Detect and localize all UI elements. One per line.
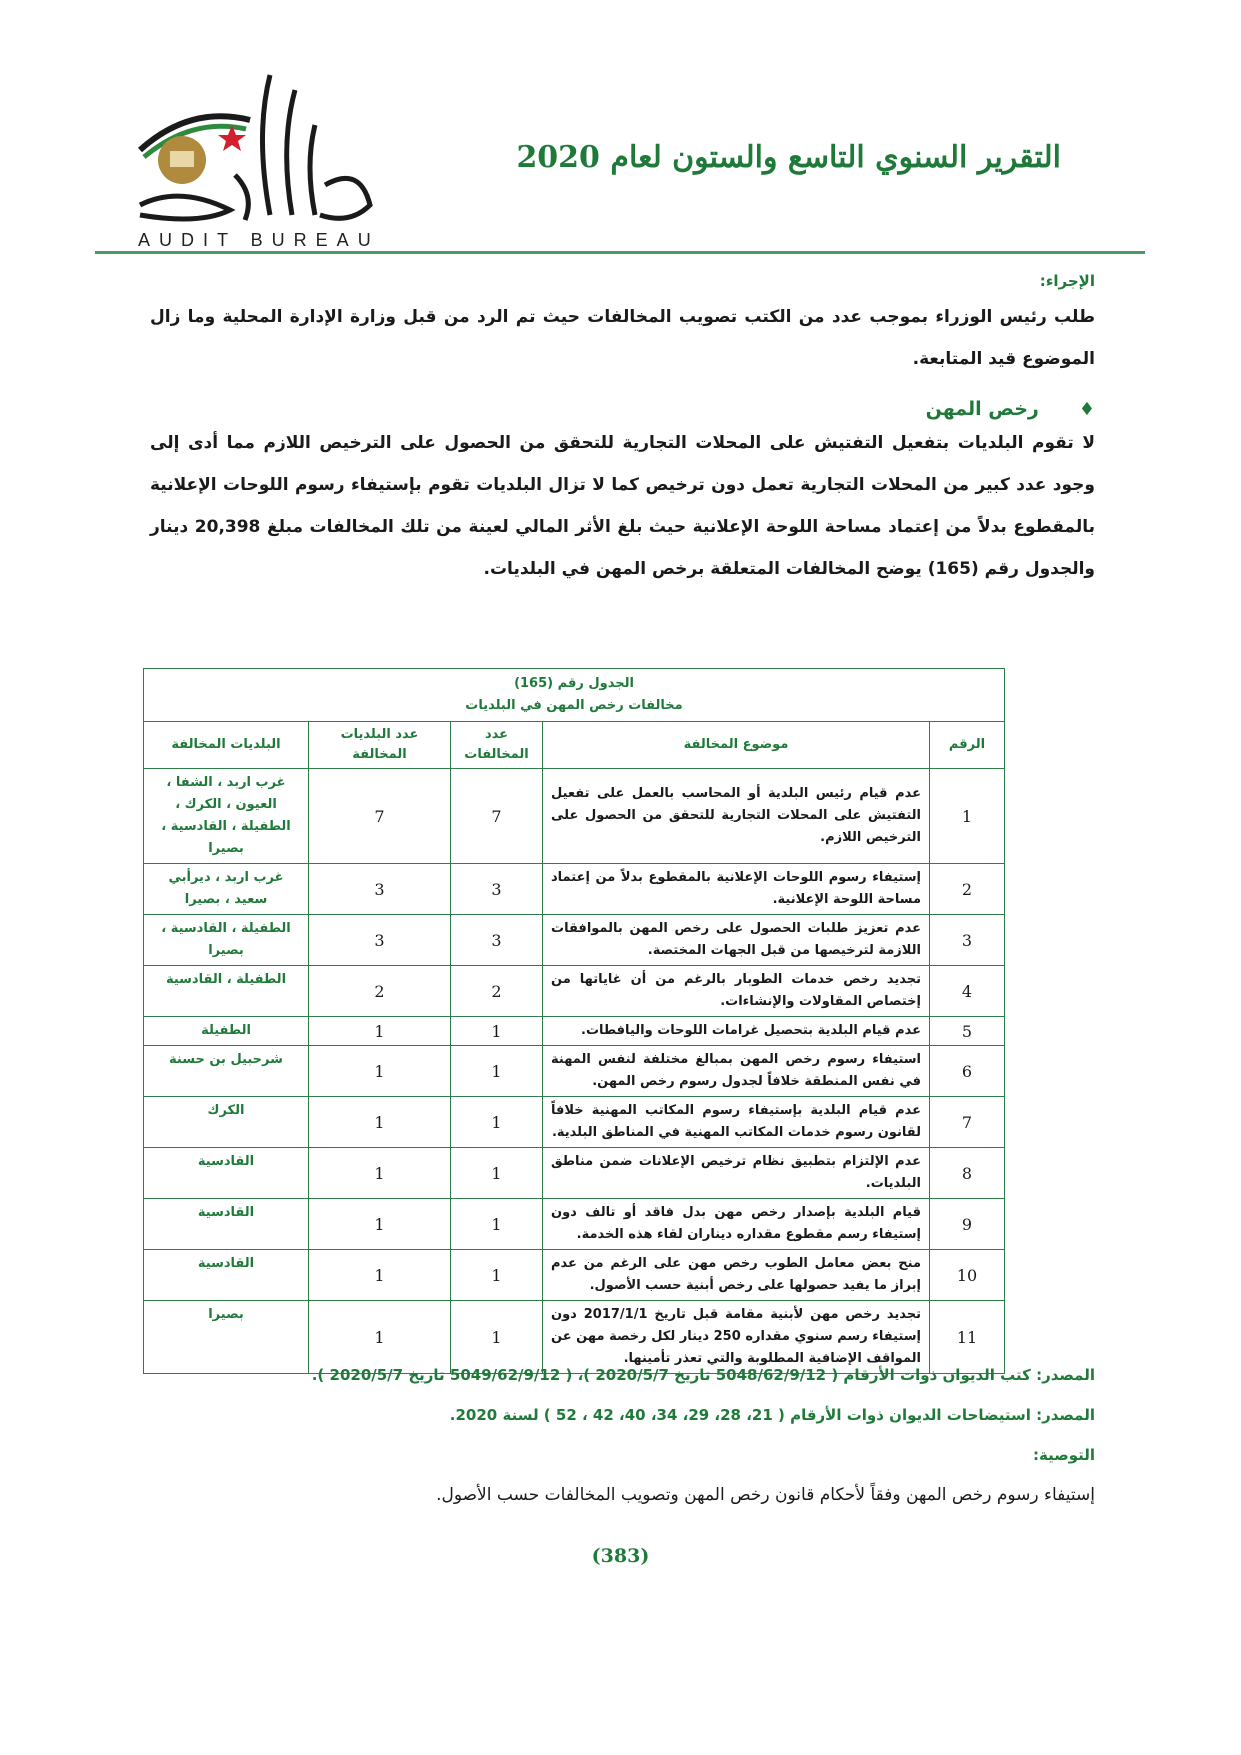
row-muni-count: 1 bbox=[309, 1017, 451, 1046]
section-title: رخص المهن bbox=[925, 398, 1039, 420]
row-num: 9 bbox=[930, 1199, 1005, 1250]
row-num: 8 bbox=[930, 1148, 1005, 1199]
row-violations: 1 bbox=[451, 1017, 543, 1046]
row-subject: استيفاء رسوم رخص المهن بمبالغ مختلفة لنفس المهنة في نفس المنطقة خلافاً لجدول رسوم رخص المهن. bbox=[543, 1046, 930, 1097]
row-num: 5 bbox=[930, 1017, 1005, 1046]
row-munis: القادسية bbox=[144, 1148, 309, 1199]
logo-emblem-icon bbox=[120, 65, 420, 235]
row-violations: 7 bbox=[451, 769, 543, 864]
row-violations: 1 bbox=[451, 1301, 543, 1374]
row-num: 6 bbox=[930, 1046, 1005, 1097]
row-num: 10 bbox=[930, 1250, 1005, 1301]
section-text: لا تقوم البلديات بتفعيل التفتيش على المحلات التجارية للتحقق من الحصول على الترخيص اللازم مما أدى إلى وجود عدد كبير من المحلات التجارية تعمل دون ترخيص كما لا تزال البلديات تقوم بإستيفاء رسوم اللوحات الإعلانية بالمقطوع بدلاً من إعتماد مساحة اللوحة الإعلانية حيث بلغ الأثر المالي لعينة من تلك المخالفات مبلغ 20,398 دينار والجدول رقم (165) يوضح المخالفات المتعلقة برخص المهن في البلديات. bbox=[150, 433, 1095, 579]
row-violations: 1 bbox=[451, 1046, 543, 1097]
table-row bbox=[144, 1017, 1005, 1046]
row-violations: 1 bbox=[451, 1250, 543, 1301]
row-subject: قيام البلدية بإصدار رخص مهن بدل فاقد أو تالف دون إستيفاء رسم مقطوع مقداره ديناران لقاء هذه الخدمة. bbox=[543, 1199, 930, 1250]
row-muni-count: 1 bbox=[309, 1046, 451, 1097]
table-row bbox=[144, 1199, 1005, 1250]
row-violations: 1 bbox=[451, 1199, 543, 1250]
row-muni-count: 1 bbox=[309, 1148, 451, 1199]
table-caption bbox=[144, 669, 1005, 722]
row-num: 3 bbox=[930, 915, 1005, 966]
col-municipalities: البلديات المخالفة bbox=[144, 722, 309, 769]
row-subject: عدم قيام البلدية بإستيفاء رسوم المكاتب المهنية خلافاً لقانون رسوم خدمات المكاتب المهنية في المناطق البلدية. bbox=[543, 1097, 930, 1148]
table-row bbox=[144, 769, 1005, 864]
recommendation-label: التوصية: bbox=[1032, 1446, 1095, 1464]
row-munis: القادسية bbox=[144, 1250, 309, 1301]
table-row bbox=[144, 1148, 1005, 1199]
row-subject: تجديد رخص مهن لأبنية مقامة قبل تاريخ 2017/1/1 دون إستيفاء رسم سنوي مقداره 250 دينار لكل رخصة مهن عن المواقف الإضافية المطلوبة والتي تعذر تأمينها. bbox=[543, 1301, 930, 1374]
row-munis: الطفيلة bbox=[144, 1017, 309, 1046]
table-row bbox=[144, 915, 1005, 966]
row-munis: شرحبيل بن حسنة bbox=[144, 1046, 309, 1097]
row-munis: غرب اربد ، الشفا ، العيون ، الكرك ، الطفيلة ، القادسية ، بصيرا bbox=[144, 769, 309, 864]
table-row bbox=[144, 864, 1005, 915]
row-violations: 2 bbox=[451, 966, 543, 1017]
row-munis: بصيرا bbox=[144, 1301, 309, 1374]
recommendation-text: إستيفاء رسوم رخص المهن وفقاً لأحكام قانون رخص المهن وتصويب المخالفات حسب الأصول. bbox=[436, 1485, 1095, 1505]
row-num: 4 bbox=[930, 966, 1005, 1017]
row-muni-count: 3 bbox=[309, 915, 451, 966]
row-muni-count: 7 bbox=[309, 769, 451, 864]
table-row bbox=[144, 1250, 1005, 1301]
audit-bureau-logo bbox=[120, 65, 420, 250]
row-violations: 1 bbox=[451, 1097, 543, 1148]
col-violations-count: عدد المخالفات bbox=[451, 722, 543, 769]
col-municipalities-count: عدد البلديات المخالفة bbox=[309, 722, 451, 769]
row-muni-count: 1 bbox=[309, 1097, 451, 1148]
row-muni-count: 1 bbox=[309, 1199, 451, 1250]
row-subject: إستيفاء رسوم اللوحات الإعلانية بالمقطوع بدلاً من إعتماد مساحة اللوحة الإعلانية. bbox=[543, 864, 930, 915]
row-violations: 3 bbox=[451, 864, 543, 915]
page-header bbox=[0, 0, 1241, 260]
row-subject: عدم الإلتزام بتطبيق نظام ترخيص الإعلانات ضمن مناطق البلديات. bbox=[543, 1148, 930, 1199]
table-title: مخالفات رخص المهن في البلديات bbox=[465, 698, 683, 713]
row-subject: تجديد رخص خدمات الطوبار بالرغم من أن غاياتها من إختصاص المقاولات والإنشاءات. bbox=[543, 966, 930, 1017]
row-munis: القادسية bbox=[144, 1199, 309, 1250]
row-violations: 3 bbox=[451, 915, 543, 966]
source-letters: المصدر: كتب الديوان ذوات الأرقام ( 5048/62/9/12 تاريخ 2020/5/7 )، ( 5049/62/9/12 تاريخ 2020/5/7 ). bbox=[311, 1366, 1095, 1384]
table-header-row bbox=[144, 722, 1005, 769]
row-subject: عدم تعزيز طلبات الحصول على رخص المهن بالموافقات اللازمة لترخيصها من قبل الجهات المختصة. bbox=[543, 915, 930, 966]
table-row bbox=[144, 966, 1005, 1017]
row-subject: منح بعض معامل الطوب رخص مهن على الرغم من عدم إبراز ما يفيد حصولها على رخص أبنية حسب الأصول. bbox=[543, 1250, 930, 1301]
sources-and-recommendation bbox=[150, 1355, 1095, 1515]
row-num: 11 bbox=[930, 1301, 1005, 1374]
table-row bbox=[144, 1046, 1005, 1097]
row-munis: غرب اربد ، ديرأبي سعيد ، بصيرا bbox=[144, 864, 309, 915]
row-muni-count: 1 bbox=[309, 1301, 451, 1374]
row-subject: عدم قيام رئيس البلدية أو المحاسب بالعمل على تفعيل التفتيش على المحلات التجارية للتحقق من الحصول على الترخيص اللازم. bbox=[543, 769, 930, 864]
source-inquiries: المصدر: استيضاحات الديوان ذوات الأرقام ( 21، 28، 29، 34، 40، 42 ، 52 ) لسنة 2020. bbox=[449, 1406, 1095, 1424]
row-violations: 1 bbox=[451, 1148, 543, 1199]
row-munis: الطفيلة ، القادسية ، بصيرا bbox=[144, 915, 309, 966]
logo-caption: AUDIT BUREAU bbox=[138, 230, 380, 250]
row-num: 1 bbox=[930, 769, 1005, 864]
page-number: (383) bbox=[591, 1545, 650, 1567]
header-divider bbox=[95, 251, 1145, 254]
action-text: طلب رئيس الوزراء بموجب عدد من الكتب تصويب المخالفات حيث تم الرد من قبل وزارة الإدارة المحلية وما زال الموضوع قيد المتابعة. bbox=[150, 307, 1095, 369]
col-subject: موضوع المخالفة bbox=[543, 722, 930, 769]
diamond-bullet-icon: ♦ bbox=[1078, 398, 1095, 420]
violations-table bbox=[143, 668, 1005, 1374]
row-munis: الطفيلة ، القادسية bbox=[144, 966, 309, 1017]
row-subject: عدم قيام البلدية بتحصيل غرامات اللوحات واليافطات. bbox=[543, 1017, 930, 1046]
row-muni-count: 2 bbox=[309, 966, 451, 1017]
main-content bbox=[150, 262, 1095, 590]
col-num: الرقم bbox=[930, 722, 1005, 769]
table-row bbox=[144, 1097, 1005, 1148]
row-muni-count: 3 bbox=[309, 864, 451, 915]
row-muni-count: 1 bbox=[309, 1250, 451, 1301]
section-heading bbox=[150, 398, 1095, 420]
table-number: الجدول رقم (165) bbox=[514, 676, 634, 691]
row-num: 7 bbox=[930, 1097, 1005, 1148]
action-label: الإجراء: bbox=[1039, 272, 1095, 290]
row-munis: الكرك bbox=[144, 1097, 309, 1148]
report-title: التقرير السنوي التاسع والستون لعام 2020 bbox=[516, 140, 1061, 175]
row-num: 2 bbox=[930, 864, 1005, 915]
